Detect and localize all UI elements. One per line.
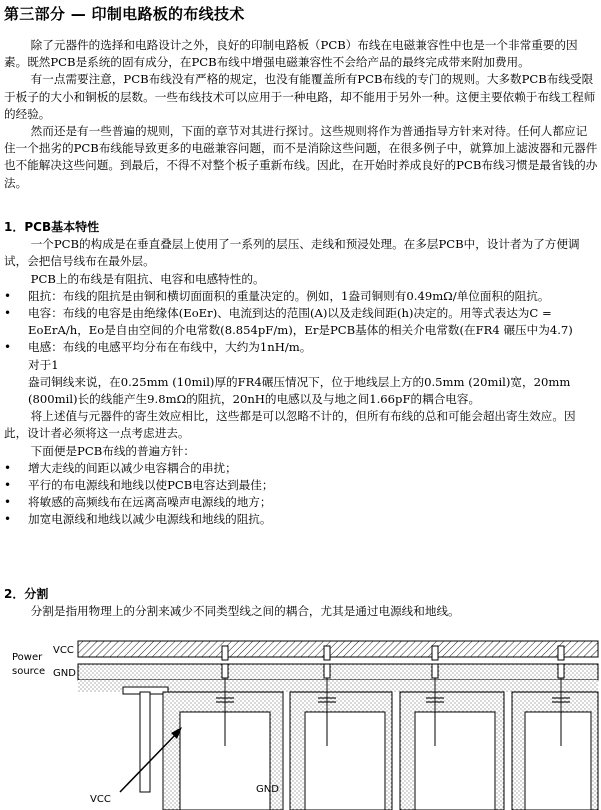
list-item: • 将敏感的高频线布在远离高噪声电源线的地方； [4, 494, 598, 511]
vcc-bottom-label: VCC [90, 794, 111, 805]
section-1-para-2: PCB上的布线是有阻抗、电容和电感特性的。 [30, 271, 265, 286]
section-1-para-4: 下面便是PCB布线的普遍方针： [30, 443, 195, 458]
section-1-heading: 1．PCB基本特性 [4, 220, 100, 234]
intro-paragraph-1: 除了元器件的选择和电路设计之外，良好的印制电路板（PCB）布线在电磁兼容性中也是一个非常重要的因素。既然PCB是系统的固有成分，在PCB布线中增强电磁兼容性不会给产品的最终完成带来附加费用。 [4, 38, 578, 70]
gnd-bottom-label: GND [256, 784, 279, 795]
gnd-top-label: GND [53, 668, 76, 679]
section-1-cont-2: 盎司铜线来说，在0.25mm (10mil)厚的FR4碾压情况下，位于地线层上方的0.5mm (20mil)宽，20mm (800mil)长的线能产生9.8mΩ的阻抗，20nH的电感以及与地之间1.66pF的耦合电容。 [28, 374, 571, 407]
section-2-para-1: 分割是指用物理上的分割来减少不同类型线之间的耦合，尤其是通过电源线和地线。 [30, 604, 460, 619]
section-2-heading: 2．分割 [4, 587, 49, 601]
intro-section [4, 37, 598, 192]
list-item: • 平行的布电源线和地线以使PCB电容达到最佳； [4, 477, 598, 494]
vcc-rail [78, 641, 598, 657]
intro-paragraph-3: 然而还是有一些普遍的规则，下面的章节对其进行探讨。这些规则将作为普通指导方针来对待。任何人都应记住一个拙劣的PCB布线能导致更多的电磁兼容问题，而不是消除这些问题，在很多例子中，就算加上滤波器和元器件也不能解决这些问题。到最后，不得不对整个板子重新布线。因此，在开始时养成良好的PCB布线习惯是最省钱的办法。 [4, 124, 598, 190]
list-item: • 阻抗：布线的阻抗是由铜和横切面面积的重量决定的。例如，1盎司铜则有0.49mΩ/单位面积的阻抗。 [4, 288, 598, 305]
gnd-rail [78, 664, 598, 680]
guidelines-list [4, 460, 598, 529]
source-label: source [12, 666, 46, 677]
section-1-para-1: 一个PCB的构成是在垂直叠层上使用了一系列的层压、走线和预浸处理。在多层PCB中，设计者为了方便调试，会把信号线布在最外层。 [4, 237, 580, 269]
list-item: • 增大走线的间距以减少电容耦合的串扰； [4, 460, 598, 477]
page-title: 第三部分 — 印制电路板的布线技术 [4, 5, 245, 23]
power-label: Power [12, 652, 43, 663]
list-item: • 电感：布线的电感平均分布在布线中，大约为1nH/m。 [4, 339, 598, 356]
intro-paragraph-2: 有一点需要注意，PCB布线没有严格的规定，也没有能覆盖所有PCB布线的专门的规则。大多数PCB布线受限于板子的大小和铜板的层数。一些布线技术可以应用于一种电路，却不能用于另外一种。这便主要依赖于布线工程师的经验。 [4, 72, 596, 121]
section-1-cont-1: 对于1 [28, 357, 59, 372]
partition-diagram [0, 632, 601, 810]
section-partitioning [4, 586, 598, 620]
vcc-top-label: VCC [53, 645, 74, 656]
section-basic-characteristics [4, 219, 598, 529]
list-item: • 电容：布线的电容是由绝缘体(EoEr)、电流到达的范围(A)以及走线间距(h)决定的。用等式表达为C = EoErA/h，Eo是自由空间的介电常数(8.854pF/m)，Er是PCB基体的相关介电常数(在FR4 碾压中为4.7) [4, 305, 598, 339]
list-item: • 加宽电源线和地线以减少电源线和地线的阻抗。 [4, 511, 598, 528]
characteristics-list [4, 288, 598, 357]
section-1-para-3: 将上述值与元器件的寄生效应相比，这些都是可以忽略不计的，但所有布线的总和可能会超出寄生效应。因此，设计者必须将这一点考虑进去。 [4, 409, 576, 441]
